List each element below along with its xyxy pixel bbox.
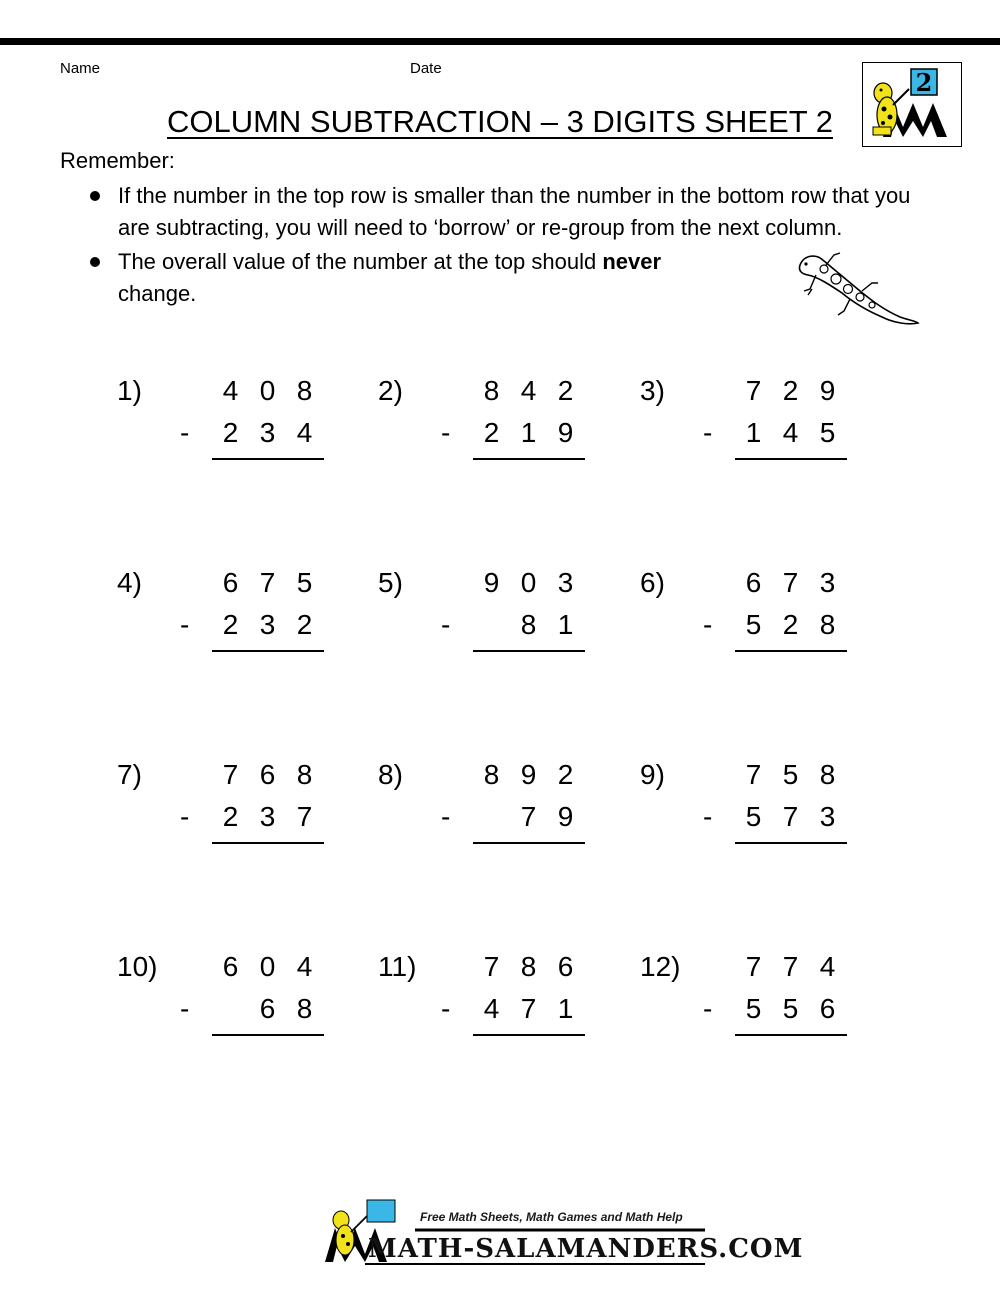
- digit: 4: [296, 951, 313, 982]
- subtrahend: [735, 801, 847, 833]
- minuend: [212, 375, 324, 407]
- date-label: Date: [410, 60, 442, 77]
- answer-line: [473, 842, 585, 844]
- digit: 2: [483, 417, 500, 448]
- subtrahend: [735, 609, 847, 641]
- digit: 7: [782, 801, 799, 832]
- answer-line: [212, 650, 324, 652]
- minus-sign: -: [703, 417, 713, 448]
- answer-line: [473, 650, 585, 652]
- subtrahend: [735, 993, 847, 1025]
- answer-line: [473, 458, 585, 460]
- digit: 4: [819, 951, 836, 982]
- digit: 5: [296, 567, 313, 598]
- answer-line: [735, 458, 847, 460]
- minus-sign: -: [441, 417, 451, 448]
- footer-tagline: Free Math Sheets, Math Games and Math Help: [420, 1210, 683, 1224]
- digit: 2: [222, 609, 239, 640]
- subtrahend: [212, 801, 324, 833]
- minuend: [473, 375, 585, 407]
- digit: 6: [819, 993, 836, 1024]
- name-label: Name: [60, 60, 101, 77]
- answer-line: [735, 650, 847, 652]
- subtrahend: [473, 993, 585, 1025]
- digit: 2: [296, 609, 313, 640]
- digit: 0: [520, 567, 537, 598]
- minuend: [212, 759, 324, 791]
- digit: 8: [819, 609, 836, 640]
- problem-number: 5): [378, 567, 403, 598]
- answer-line: [473, 1034, 585, 1036]
- digit: 7: [782, 951, 799, 982]
- minuend: [473, 951, 585, 983]
- digit: 7: [745, 951, 762, 982]
- problem-number: 11): [378, 951, 417, 982]
- digit: 4: [296, 417, 313, 448]
- digit: 5: [745, 801, 762, 832]
- digit: 2: [557, 375, 574, 406]
- digit: 6: [259, 993, 276, 1024]
- digit: 7: [259, 567, 276, 598]
- subtrahend: [473, 609, 585, 641]
- digit: 1: [745, 417, 762, 448]
- minuend: [735, 375, 847, 407]
- instruction-emphasis: never: [602, 249, 662, 274]
- digit: 7: [296, 801, 313, 832]
- digit: 0: [259, 375, 276, 406]
- problem-number: 8): [378, 759, 403, 790]
- digit: 4: [782, 417, 799, 448]
- digit: 7: [520, 801, 537, 832]
- digit: 7: [483, 951, 500, 982]
- digit: 5: [745, 609, 762, 640]
- digit: [473, 801, 510, 833]
- minuend: [473, 759, 585, 791]
- minus-sign: -: [441, 993, 451, 1024]
- digit: 7: [745, 759, 762, 790]
- subtrahend: [473, 801, 585, 833]
- answer-line: [735, 1034, 847, 1036]
- answer-line: [735, 842, 847, 844]
- digit: 4: [222, 375, 239, 406]
- digit: 8: [520, 951, 537, 982]
- digit: 9: [819, 375, 836, 406]
- minus-sign: -: [180, 993, 190, 1024]
- minus-sign: -: [441, 801, 451, 832]
- digit: 1: [557, 609, 574, 640]
- problem-number: 1): [117, 375, 142, 406]
- minuend: [212, 567, 324, 599]
- digit: 5: [819, 417, 836, 448]
- digit: 8: [483, 759, 500, 790]
- digit: [212, 993, 249, 1025]
- top-rule: [0, 38, 1000, 45]
- digit: 9: [520, 759, 537, 790]
- digit: [473, 609, 510, 641]
- minuend: [212, 951, 324, 983]
- minus-sign: -: [441, 609, 451, 640]
- digit: 9: [557, 417, 574, 448]
- digit: 4: [520, 375, 537, 406]
- problem-number: 7): [117, 759, 142, 790]
- digit: 2: [222, 801, 239, 832]
- answer-line: [212, 842, 324, 844]
- digit: 5: [782, 759, 799, 790]
- digit: 6: [557, 951, 574, 982]
- digit: 5: [745, 993, 762, 1024]
- digit: 7: [782, 567, 799, 598]
- subtrahend: [212, 993, 324, 1025]
- subtrahend: [212, 417, 324, 449]
- problem-number: 12): [640, 951, 681, 982]
- digit: 6: [745, 567, 762, 598]
- digit: 4: [483, 993, 500, 1024]
- digit: 7: [520, 993, 537, 1024]
- bullet-icon: [90, 191, 100, 201]
- digit: 6: [222, 951, 239, 982]
- salamander-illustration-icon: [790, 245, 920, 335]
- digit: 8: [819, 759, 836, 790]
- digit: 2: [782, 375, 799, 406]
- instruction-item: [88, 180, 948, 244]
- digit: 8: [296, 993, 313, 1024]
- subtrahend: [212, 609, 324, 641]
- minuend: [735, 567, 847, 599]
- instruction-text: The overall value of the number at the top should: [118, 249, 603, 274]
- answer-line: [212, 458, 324, 460]
- minus-sign: -: [180, 801, 190, 832]
- digit: 6: [222, 567, 239, 598]
- digit: 8: [296, 375, 313, 406]
- digit: 9: [557, 801, 574, 832]
- logo-badge-digit: 2: [915, 68, 933, 97]
- bullet-icon: [90, 257, 100, 267]
- digit: 8: [483, 375, 500, 406]
- subtrahend: [735, 417, 847, 449]
- digit: 0: [259, 951, 276, 982]
- minus-sign: -: [180, 609, 190, 640]
- minus-sign: -: [180, 417, 190, 448]
- worksheet-title: COLUMN SUBTRACTION – 3 DIGITS SHEET 2: [166, 104, 834, 139]
- digit: 8: [520, 609, 537, 640]
- instruction-text: If the number in the top row is smaller than the number in the bottom row that you are subtracting, you will need to ‘borrow’ or re-group from the next column.: [118, 183, 911, 240]
- minus-sign: -: [703, 609, 713, 640]
- digit: 6: [259, 759, 276, 790]
- remember-label: Remember:: [60, 148, 175, 173]
- problem-number: 6): [640, 567, 665, 598]
- answer-line: [212, 1034, 324, 1036]
- digit: 3: [259, 801, 276, 832]
- minuend: [735, 951, 847, 983]
- digit: 9: [483, 567, 500, 598]
- digit: 2: [557, 759, 574, 790]
- digit: 3: [557, 567, 574, 598]
- digit: 3: [259, 609, 276, 640]
- digit: 5: [782, 993, 799, 1024]
- digit: 1: [520, 417, 537, 448]
- footer-site-name: MATH-SALAMANDERS.COM: [368, 1234, 804, 1264]
- digit: 7: [745, 375, 762, 406]
- instruction-text: change.: [118, 281, 197, 306]
- minus-sign: -: [703, 993, 713, 1024]
- problem-number: 3): [640, 375, 665, 406]
- problem-number: 2): [378, 375, 403, 406]
- problem-number: 4): [117, 567, 142, 598]
- digit: 7: [222, 759, 239, 790]
- digit: 8: [296, 759, 313, 790]
- digit: 2: [222, 417, 239, 448]
- digit: 1: [557, 993, 574, 1024]
- digit: 3: [819, 567, 836, 598]
- digit: 3: [819, 801, 836, 832]
- digit: 3: [259, 417, 276, 448]
- problem-number: 10): [117, 951, 158, 982]
- problem-number: 9): [640, 759, 665, 790]
- subtrahend: [473, 417, 585, 449]
- minuend: [735, 759, 847, 791]
- minus-sign: -: [703, 801, 713, 832]
- minuend: [473, 567, 585, 599]
- digit: 2: [782, 609, 799, 640]
